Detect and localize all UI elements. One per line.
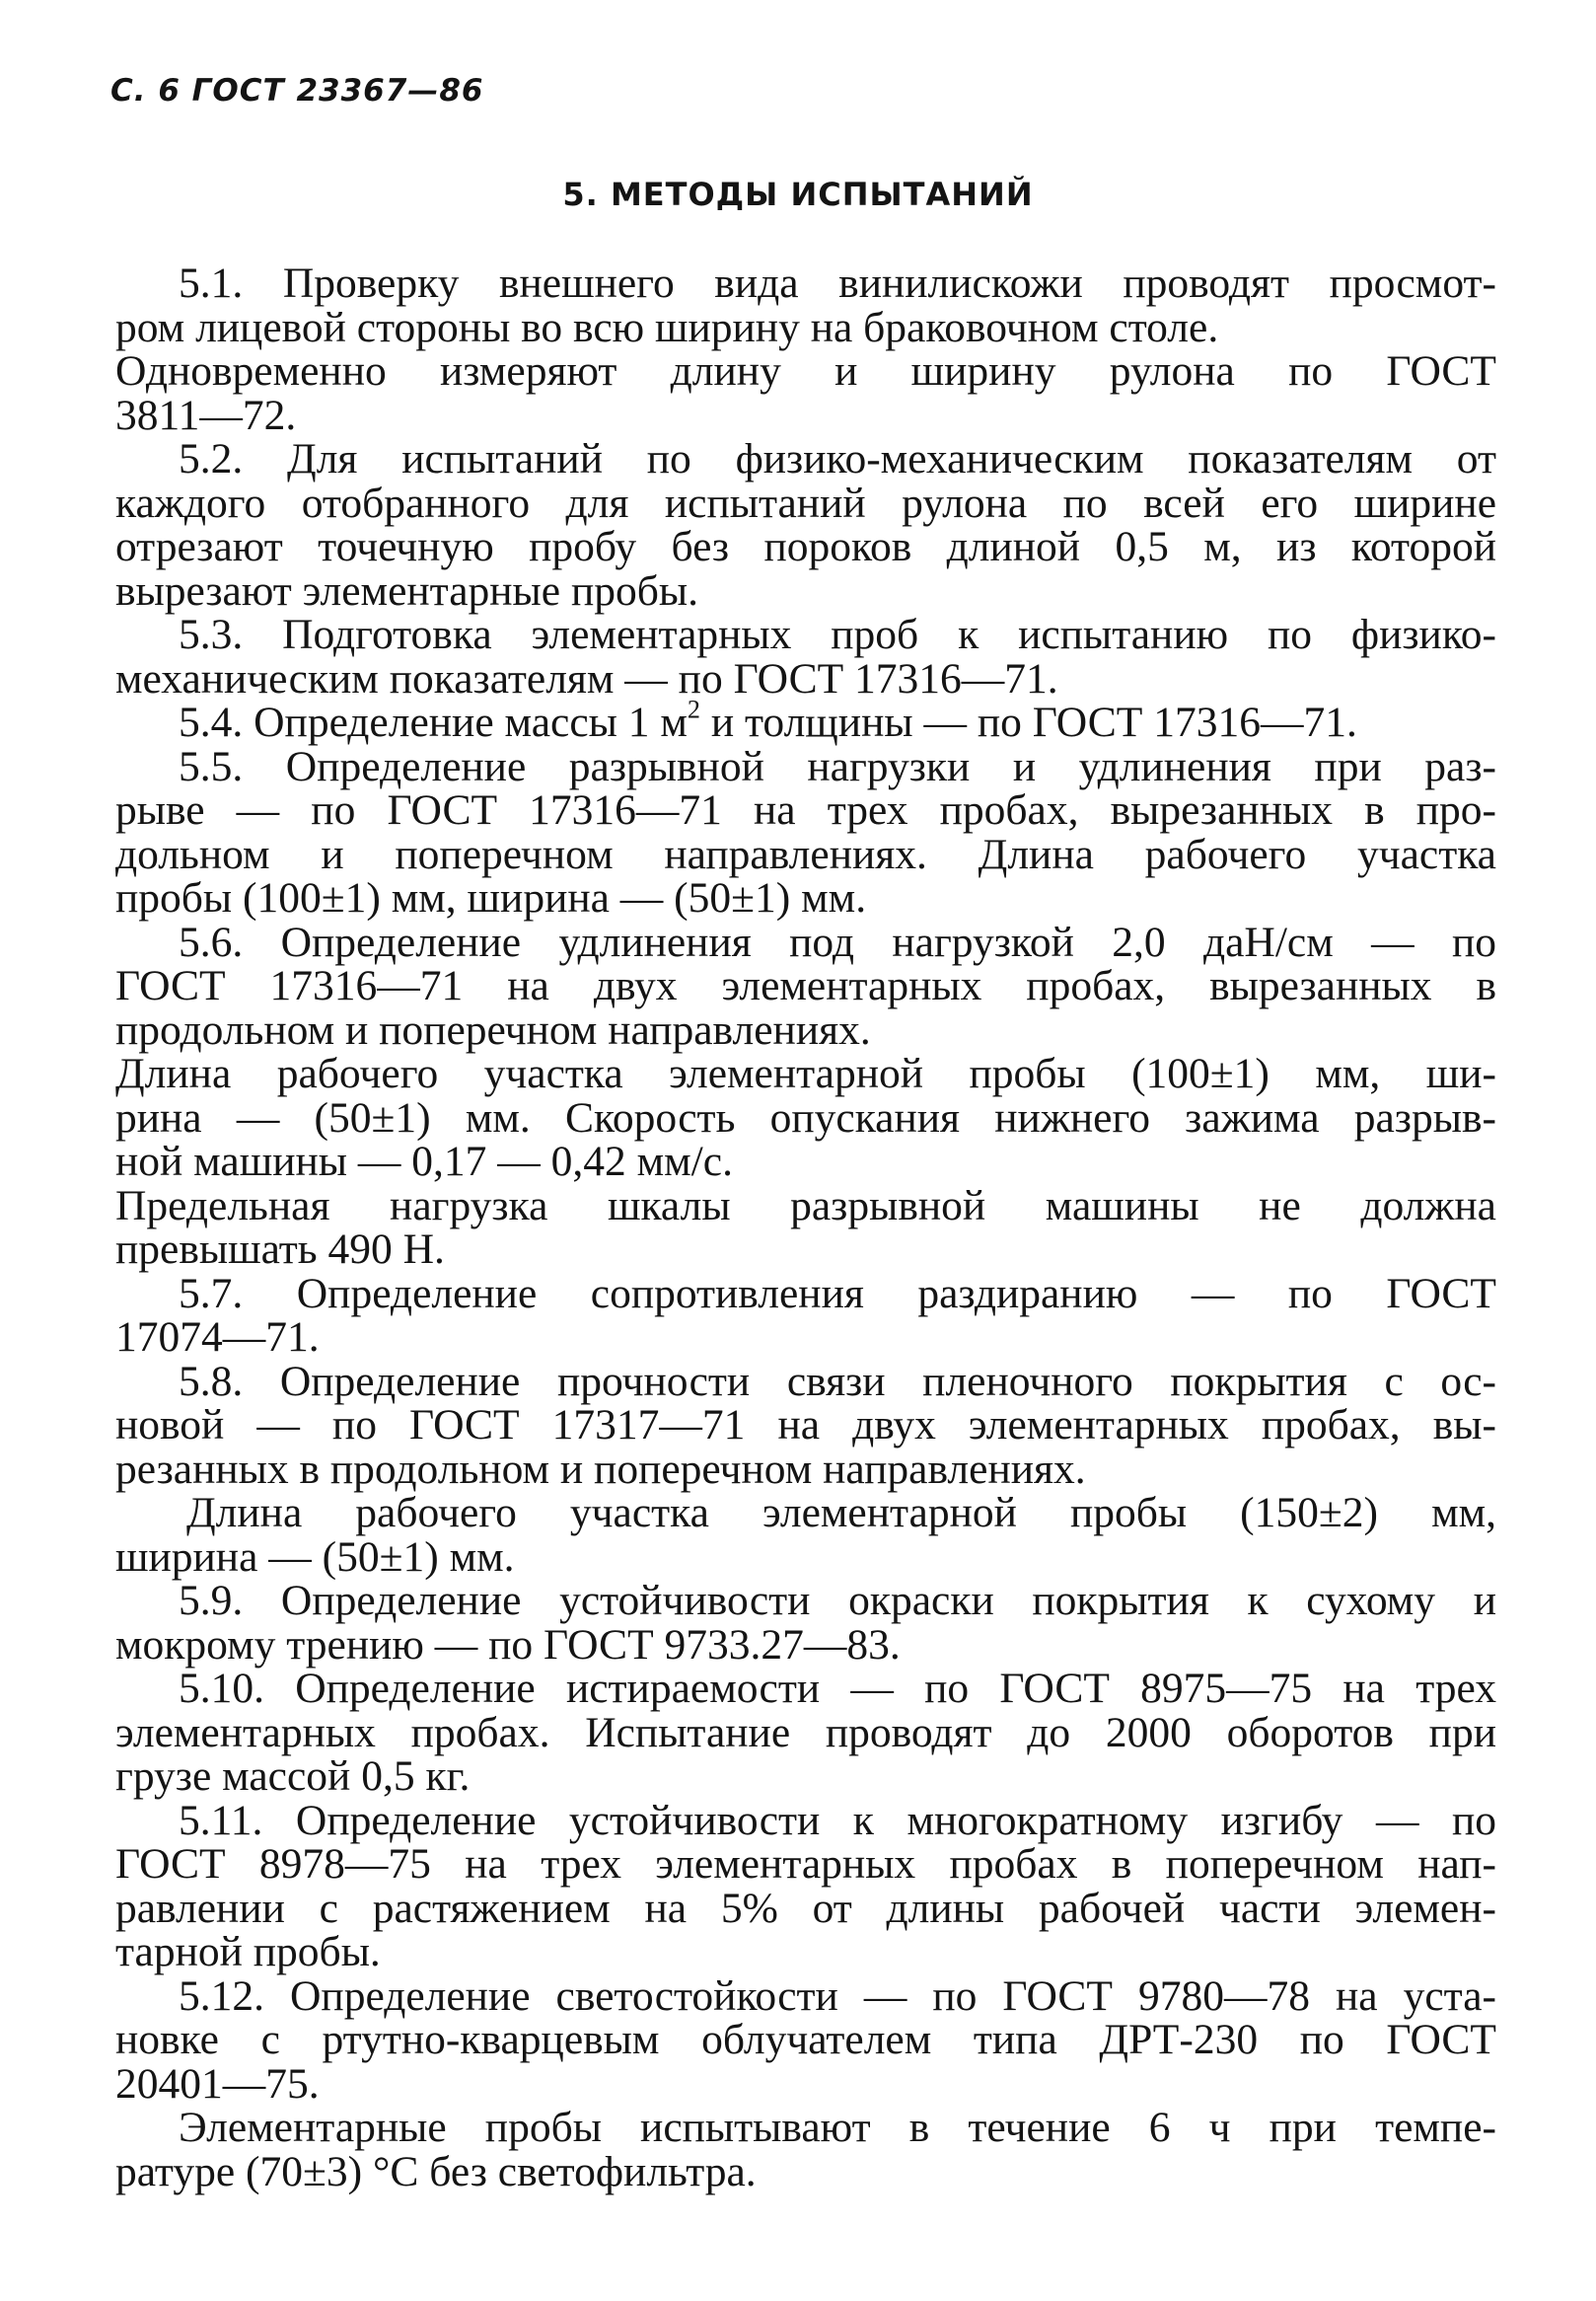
text-line: каждого отобранного для испытаний рулона по всей его ширине bbox=[115, 479, 1496, 527]
text-line: Предельная нагрузка шкалы разрывной машины не должна bbox=[115, 1181, 1496, 1229]
text-line: грузе массой 0,5 кг. bbox=[115, 1752, 471, 1800]
text-line: ром лицевой стороны во всю ширину на браковочном столе. bbox=[115, 303, 1219, 351]
text-line: новой — по ГОСТ 17317—71 на двух элементарных пробах, вы- bbox=[115, 1401, 1496, 1448]
text-line: ГОСТ 8978—75 на трех элементарных пробах в поперечном нап- bbox=[115, 1840, 1496, 1888]
text-line: продольном и поперечном направлениях. bbox=[115, 1005, 871, 1054]
text-line: отрезают точечную пробу без пороков длиной 0,5 м, из которой bbox=[115, 523, 1496, 570]
text-line: дольном и поперечном направлениях. Длина рабочего участка bbox=[115, 830, 1496, 878]
text-line: рина — (50±1) мм. Скорость опускания нижнего зажима разрыв- bbox=[115, 1093, 1496, 1142]
text-line: превышать 490 Н. bbox=[115, 1225, 445, 1273]
section-title: 5. МЕТОДЫ ИСПЫТАНИЙ bbox=[562, 176, 1034, 213]
text-line-5-4 bbox=[115, 695, 1496, 746]
text-line: элементарных пробах. Испытание проводят до 2000 оборотов при bbox=[115, 1708, 1496, 1756]
text-line: мокрому трению — по ГОСТ 9733.27—83. bbox=[115, 1620, 901, 1669]
text-line: механическим показателям — по ГОСТ 17316—71. bbox=[115, 654, 1058, 703]
text-line: Длина рабочего участка элементарной пробы (100±1) мм, ши- bbox=[115, 1050, 1496, 1097]
text-line: 17074—71. bbox=[115, 1313, 320, 1361]
text-line: пробы (100±1) мм, ширина — (50±1) мм. bbox=[115, 874, 867, 922]
body-text bbox=[115, 261, 1496, 2193]
text-fragment: и толщины — по ГОСТ 17316—71. bbox=[699, 699, 1357, 746]
text-line-5-6: 5.6. Определение удлинения под нагрузкой 2,0 даН/см — по bbox=[179, 918, 1496, 966]
text-line-5-10: 5.10. Определение истираемости — по ГОСТ 8975—75 на трех bbox=[179, 1665, 1496, 1712]
text-line-5-9: 5.9. Определение устойчивости окраски покрытия к сухому и bbox=[179, 1577, 1496, 1624]
text-line: ратуре (70±3) °С без светофильтра. bbox=[115, 2147, 757, 2195]
text-line: 3811—72. bbox=[115, 391, 297, 439]
text-line: ной машины — 0,17 — 0,42 мм/с. bbox=[115, 1138, 733, 1185]
superscript: 2 bbox=[687, 695, 700, 724]
text-line: ширина — (50±1) мм. bbox=[115, 1532, 515, 1581]
text-fragment: 5.4. Определение массы 1 м bbox=[179, 699, 688, 746]
text-line: резанных в продольном и поперечном направлениях. bbox=[115, 1445, 1086, 1493]
text-line: 20401—75. bbox=[115, 2059, 320, 2108]
text-line: новке с ртутно-кварцевым облучателем типа ДРТ-230 по ГОСТ bbox=[115, 2016, 1496, 2063]
text-line: рыве — по ГОСТ 17316—71 на трех пробах, вырезанных в про- bbox=[115, 786, 1496, 834]
text-line-5-12: 5.12. Определение светостойкости — по ГОСТ 9780—78 на уста- bbox=[179, 1971, 1496, 2020]
text-line-5-2: 5.2. Для испытаний по физико-механическим показателям от bbox=[179, 435, 1496, 482]
text-line: Длина рабочего участка элементарной пробы (150±2) мм, bbox=[186, 1489, 1496, 1536]
text-line-5-5: 5.5. Определение разрывной нагрузки и удлинения при раз- bbox=[179, 742, 1496, 790]
text-line: вырезают элементарные пробы. bbox=[115, 566, 698, 615]
running-head: С. 6 ГОСТ 23367—86 bbox=[110, 73, 484, 109]
text-line-5-11: 5.11. Определение устойчивости к многократному изгибу — по bbox=[179, 1796, 1496, 1844]
text-line: равлении с растяжением на 5% от длины рабочей части элемен- bbox=[115, 1884, 1496, 1932]
text-line: Одновременно измеряют длину и ширину рулона по ГОСТ bbox=[115, 347, 1496, 395]
text-line-5-7: 5.7. Определение сопротивления раздиранию — по ГОСТ bbox=[179, 1269, 1496, 1317]
text-line-5-8: 5.8. Определение прочности связи пленочного покрытия с ос- bbox=[179, 1357, 1496, 1405]
text-line-5-3: 5.3. Подготовка элементарных проб к испытанию по физико- bbox=[179, 611, 1496, 658]
text-line: тарной пробы. bbox=[115, 1928, 381, 1975]
text-line: Элементарные пробы испытывают в течение 6 ч при темпе- bbox=[179, 2104, 1496, 2151]
text-line-5-1: 5.1. Проверку внешнего вида винилискожи проводят просмот- bbox=[179, 260, 1496, 307]
text-line: ГОСТ 17316—71 на двух элементарных пробах, вырезанных в bbox=[115, 962, 1496, 1009]
